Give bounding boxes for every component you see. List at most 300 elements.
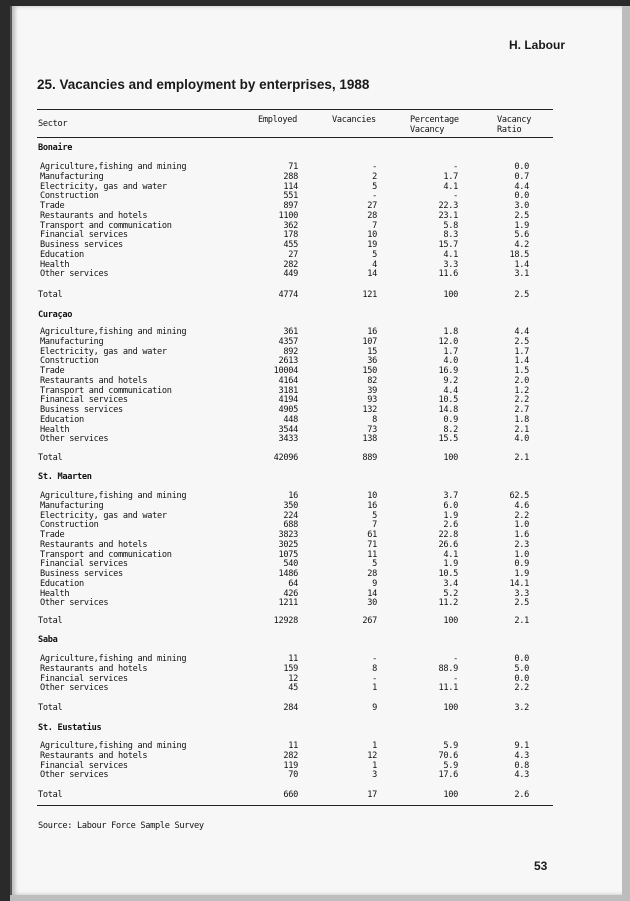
employed-cell: 892 [283, 346, 298, 357]
percentage-vacancy-cell: 9.2 [443, 375, 458, 386]
vacancies-cell: 10 [367, 491, 377, 501]
employed-cell: 284 [283, 703, 298, 713]
vacancy-ratio-cell: 2.3 [514, 539, 529, 550]
vacancy-ratio-cell: 18.5 [509, 249, 529, 260]
percentage-vacancy-cell: 70.6 [438, 750, 458, 761]
employed-cell: 159 [283, 663, 298, 674]
table-row [0, 589, 630, 599]
percentage-vacancy-cell: 1.8 [443, 327, 458, 337]
column-header-vacancies: Vacancies [332, 115, 376, 125]
group-heading: Bonaire [38, 143, 73, 153]
vacancies-cell: 267 [362, 616, 377, 626]
employed-cell: 114 [283, 181, 298, 192]
vacancy-ratio-cell: 3.3 [514, 588, 529, 599]
table-row [0, 579, 630, 589]
vacancies-cell: 93 [367, 395, 377, 406]
percentage-vacancy-cell: 10.5 [438, 395, 458, 406]
sector-cell: Agriculture,fishing and mining [40, 162, 187, 172]
vacancy-ratio-cell: 2.2 [514, 395, 529, 406]
percentage-vacancy-cell: 26.6 [438, 539, 458, 550]
table-row [0, 569, 630, 579]
vacancy-ratio-cell: 2.5 [514, 210, 529, 221]
vacancy-ratio-cell: 2.5 [514, 598, 529, 609]
percentage-vacancy-cell: 100 [443, 290, 458, 300]
column-header-vacancy-ratio [497, 115, 531, 135]
sector-cell: Business services [40, 240, 123, 250]
table-row [0, 550, 630, 560]
percentage-vacancy-cell: 4.4 [443, 385, 458, 396]
sector-cell: Other services [40, 683, 109, 694]
vacancy-ratio-cell: 4.6 [514, 500, 529, 511]
vacancies-cell: 12 [367, 750, 377, 761]
vacancy-ratio-cell: 4.3 [514, 750, 529, 761]
employed-cell: 4774 [278, 290, 298, 300]
table-row [0, 741, 630, 751]
table-row [0, 260, 630, 270]
percentage-vacancy-cell: 100 [443, 616, 458, 626]
vacancies-cell: 138 [362, 434, 377, 445]
sector-cell: Electricity, gas and water [40, 181, 167, 192]
sector-cell: Construction [40, 520, 99, 531]
vacancy-ratio-cell: 2.1 [514, 616, 529, 626]
percentage-vacancy-cell: 11.6 [438, 269, 458, 280]
vacancies-cell: 3 [372, 770, 377, 781]
vacancies-cell: 14 [367, 269, 377, 280]
employed-cell: 1075 [278, 549, 298, 560]
employed-cell: 3544 [278, 424, 298, 435]
percentage-vacancy-cell: 6.0 [443, 500, 458, 511]
sector-cell: Restaurants and hotels [40, 375, 148, 386]
table-row [0, 559, 630, 569]
employed-cell: 3025 [278, 539, 298, 550]
sector-cell: Health [40, 424, 70, 435]
vacancies-cell: - [372, 654, 377, 664]
vacancy-ratio-cell: 1.5 [514, 366, 529, 376]
table-row [0, 201, 630, 211]
sector-cell: Construction [40, 356, 99, 367]
employed-cell: 350 [283, 500, 298, 511]
sector-cell: Electricity, gas and water [40, 346, 167, 357]
vacancy-ratio-cell: 1.9 [514, 569, 529, 579]
table-row [0, 664, 630, 674]
percentage-vacancy-cell: - [453, 191, 458, 202]
vacancy-ratio-cell: 2.2 [514, 510, 529, 521]
sector-cell: Total [38, 453, 63, 463]
sector-cell: Agriculture,fishing and mining [40, 327, 187, 337]
sector-cell: Restaurants and hotels [40, 210, 148, 221]
employed-cell: 688 [283, 520, 298, 531]
sector-cell: Financial services [40, 230, 128, 241]
percentage-vacancy-cell: 16.9 [438, 366, 458, 376]
table-row [0, 356, 630, 366]
table-row [0, 162, 630, 172]
employed-cell: 4357 [278, 336, 298, 347]
table-row [0, 337, 630, 347]
employed-cell: 71 [288, 162, 298, 172]
percentage-vacancy-cell: 8.2 [443, 424, 458, 435]
table-row [0, 761, 630, 771]
percentage-vacancy-cell: 15.5 [438, 434, 458, 445]
sector-cell: Total [38, 790, 63, 800]
table-row [0, 530, 630, 540]
table-row [0, 221, 630, 231]
vacancies-cell: 889 [362, 453, 377, 463]
employed-cell: 12 [288, 673, 298, 684]
vacancies-cell: 121 [362, 290, 377, 300]
percentage-vacancy-cell: 17.6 [438, 770, 458, 781]
vacancies-cell: 28 [367, 569, 377, 579]
table-row [0, 598, 630, 608]
table-row [0, 347, 630, 357]
vacancies-cell: 36 [367, 356, 377, 367]
percentage-vacancy-cell: 10.5 [438, 569, 458, 579]
employed-cell: 10004 [273, 366, 298, 376]
employed-cell: 449 [283, 269, 298, 280]
table-row [0, 770, 630, 780]
vacancies-cell: 15 [367, 346, 377, 357]
table-row [0, 415, 630, 425]
employed-cell: 119 [283, 760, 298, 771]
sector-cell: Restaurants and hotels [40, 539, 148, 550]
total-row [0, 790, 630, 800]
vacancies-cell: 7 [372, 520, 377, 531]
vacancies-cell: - [372, 162, 377, 172]
employed-cell: 11 [288, 741, 298, 751]
employed-cell: 70 [288, 770, 298, 781]
sector-cell: Manufacturing [40, 336, 104, 347]
employed-cell: 426 [283, 588, 298, 599]
vacancy-ratio-cell: 1.8 [514, 414, 529, 425]
percentage-vacancy-cell: 5.8 [443, 220, 458, 231]
table-row [0, 182, 630, 192]
vacancy-ratio-cell: 0.0 [514, 191, 529, 202]
vacancy-ratio-cell: 2.5 [514, 290, 529, 300]
employed-cell: 3823 [278, 530, 298, 540]
sector-cell: Health [40, 259, 70, 270]
column-header-line: Vacancy [410, 125, 445, 135]
employed-cell: 4194 [278, 395, 298, 406]
table-row [0, 327, 630, 337]
percentage-vacancy-cell: - [453, 162, 458, 172]
employed-cell: 64 [288, 578, 298, 589]
page-number: 53 [534, 859, 548, 873]
sector-cell: Restaurants and hotels [40, 663, 148, 674]
vacancy-ratio-cell: 0.0 [514, 162, 529, 172]
sector-cell: Financial services [40, 760, 128, 771]
table-row [0, 395, 630, 405]
vacancies-cell: 30 [367, 598, 377, 609]
table-row [0, 269, 630, 279]
column-header-employed: Employed [258, 115, 297, 125]
table-row [0, 250, 630, 260]
vacancies-cell: 1 [372, 683, 377, 694]
vacancy-ratio-cell: 2.1 [514, 453, 529, 463]
vacancies-cell: 16 [367, 327, 377, 337]
vacancy-ratio-cell: 4.2 [514, 240, 529, 250]
vacancy-ratio-cell: 0.0 [514, 654, 529, 664]
column-header-line: Vacancy [497, 115, 532, 125]
vacancies-cell: 132 [362, 405, 377, 415]
table-row [0, 511, 630, 521]
vacancies-cell: 8 [372, 663, 377, 674]
vacancies-cell: 27 [367, 201, 377, 211]
table-row [0, 683, 630, 693]
percentage-vacancy-cell: 5.9 [443, 760, 458, 771]
table-row [0, 366, 630, 376]
page-edge [10, 895, 630, 901]
table-row [0, 434, 630, 444]
percentage-vacancy-cell: 22.3 [438, 201, 458, 211]
vacancies-cell: 7 [372, 220, 377, 231]
vacancies-cell: 28 [367, 210, 377, 221]
sector-cell: Financial services [40, 673, 128, 684]
vacancies-cell: 19 [367, 240, 377, 250]
vacancies-cell: 73 [367, 424, 377, 435]
table-row [0, 191, 630, 201]
employed-cell: 448 [283, 414, 298, 425]
percentage-vacancy-cell: 1.9 [443, 559, 458, 570]
employed-cell: 1211 [278, 598, 298, 609]
vacancies-cell: 9 [372, 703, 377, 713]
vacancies-cell: 5 [372, 510, 377, 521]
group-heading: St. Eustatius [38, 723, 102, 733]
sector-cell: Total [38, 290, 63, 300]
vacancies-cell: 8 [372, 414, 377, 425]
vacancies-cell: 9 [372, 578, 377, 589]
section-header: H. Labour [509, 38, 565, 52]
vacancy-ratio-cell: 4.4 [514, 181, 529, 192]
table-bottom-rule [37, 805, 553, 806]
percentage-vacancy-cell: 23.1 [438, 210, 458, 221]
vacancies-cell: 107 [362, 336, 377, 347]
vacancy-ratio-cell: 5.0 [514, 663, 529, 674]
vacancy-ratio-cell: 4.4 [514, 327, 529, 337]
group-heading: St. Maarten [38, 472, 92, 482]
percentage-vacancy-cell: 1.7 [443, 171, 458, 182]
vacancy-ratio-cell: 0.8 [514, 760, 529, 771]
employed-cell: 11 [288, 654, 298, 664]
vacancies-cell: 61 [367, 530, 377, 540]
sector-cell: Other services [40, 770, 109, 781]
percentage-vacancy-cell: 11.1 [438, 683, 458, 694]
employed-cell: 42096 [273, 453, 298, 463]
employed-cell: 2613 [278, 356, 298, 367]
vacancies-cell: 82 [367, 375, 377, 386]
table-row [0, 425, 630, 435]
sector-cell: Trade [40, 366, 65, 376]
employed-cell: 282 [283, 750, 298, 761]
vacancy-ratio-cell: 1.7 [514, 346, 529, 357]
vacancy-ratio-cell: 5.6 [514, 230, 529, 241]
column-header-sector: Sector [38, 119, 68, 129]
percentage-vacancy-cell: 3.7 [443, 491, 458, 501]
employed-cell: 45 [288, 683, 298, 694]
vacancy-ratio-cell: 2.0 [514, 375, 529, 386]
sector-cell: Electricity, gas and water [40, 510, 167, 521]
total-row [0, 703, 630, 713]
vacancy-ratio-cell: 3.2 [514, 703, 529, 713]
percentage-vacancy-cell: 11.2 [438, 598, 458, 609]
employed-cell: 1100 [278, 210, 298, 221]
vacancy-ratio-cell: 3.0 [514, 201, 529, 211]
sector-cell: Other services [40, 598, 109, 609]
percentage-vacancy-cell: 4.1 [443, 249, 458, 260]
percentage-vacancy-cell: 12.0 [438, 336, 458, 347]
vacancies-cell: - [372, 673, 377, 684]
vacancy-ratio-cell: 2.6 [514, 790, 529, 800]
vacancy-ratio-cell: 4.3 [514, 770, 529, 781]
percentage-vacancy-cell: 88.9 [438, 663, 458, 674]
vacancy-ratio-cell: 3.1 [514, 269, 529, 280]
vacancy-ratio-cell: 1.4 [514, 259, 529, 270]
employed-cell: 362 [283, 220, 298, 231]
table-row [0, 211, 630, 221]
total-row [0, 290, 630, 300]
table-row [0, 520, 630, 530]
sector-cell: Restaurants and hotels [40, 750, 148, 761]
vacancy-ratio-cell: 0.9 [514, 559, 529, 570]
vacancy-ratio-cell: 1.2 [514, 385, 529, 396]
vacancy-ratio-cell: 4.0 [514, 434, 529, 445]
percentage-vacancy-cell: 22.8 [438, 530, 458, 540]
vacancies-cell: 1 [372, 760, 377, 771]
percentage-vacancy-cell: 3.4 [443, 578, 458, 589]
sector-cell: Health [40, 588, 70, 599]
source-note: Source: Labour Force Sample Survey [38, 821, 204, 831]
table-row [0, 540, 630, 550]
table-row [0, 405, 630, 415]
table-row [0, 654, 630, 664]
employed-cell: 288 [283, 171, 298, 182]
sector-cell: Agriculture,fishing and mining [40, 491, 187, 501]
sector-cell: Construction [40, 191, 99, 202]
sector-cell: Business services [40, 405, 123, 415]
sector-cell: Total [38, 703, 63, 713]
vacancy-ratio-cell: 1.0 [514, 549, 529, 560]
percentage-vacancy-cell: 0.9 [443, 414, 458, 425]
employed-cell: 16 [288, 491, 298, 501]
sector-cell: Other services [40, 434, 109, 445]
vacancies-cell: 71 [367, 539, 377, 550]
sector-cell: Financial services [40, 395, 128, 406]
employed-cell: 282 [283, 259, 298, 270]
sector-cell: Education [40, 414, 84, 425]
sector-cell: Transport and communication [40, 385, 172, 396]
percentage-vacancy-cell: 15.7 [438, 240, 458, 250]
percentage-vacancy-cell: 100 [443, 453, 458, 463]
percentage-vacancy-cell: 5.2 [443, 588, 458, 599]
vacancy-ratio-cell: 1.9 [514, 220, 529, 231]
vacancies-cell: 1 [372, 741, 377, 751]
percentage-vacancy-cell: - [453, 673, 458, 684]
vacancies-cell: 5 [372, 249, 377, 260]
employed-cell: 4164 [278, 375, 298, 386]
group-heading: Saba [38, 635, 58, 645]
percentage-vacancy-cell: 14.8 [438, 405, 458, 415]
vacancies-cell: 10 [367, 230, 377, 241]
sector-cell: Transport and communication [40, 220, 172, 231]
vacancy-ratio-cell: 9.1 [514, 741, 529, 751]
employed-cell: 12928 [273, 616, 298, 626]
table-row [0, 376, 630, 386]
table-row [0, 240, 630, 250]
employed-cell: 551 [283, 191, 298, 202]
percentage-vacancy-cell: 4.0 [443, 356, 458, 367]
employed-cell: 1486 [278, 569, 298, 579]
table-row [0, 386, 630, 396]
sector-cell: Transport and communication [40, 549, 172, 560]
vacancy-ratio-cell: 1.6 [514, 530, 529, 540]
employed-cell: 455 [283, 240, 298, 250]
vacancies-cell: 11 [367, 549, 377, 560]
vacancies-cell: 5 [372, 181, 377, 192]
percentage-vacancy-cell: 1.9 [443, 510, 458, 521]
vacancies-cell: 4 [372, 259, 377, 270]
vacancies-cell: 2 [372, 171, 377, 182]
table-row [0, 751, 630, 761]
sector-cell: Financial services [40, 559, 128, 570]
sector-cell: Education [40, 578, 84, 589]
employed-cell: 540 [283, 559, 298, 570]
vacancy-ratio-cell: 2.5 [514, 336, 529, 347]
percentage-vacancy-cell: - [453, 654, 458, 664]
employed-cell: 361 [283, 327, 298, 337]
vacancies-cell: 16 [367, 500, 377, 511]
vacancies-cell: 17 [367, 790, 377, 800]
vacancy-ratio-cell: 0.0 [514, 673, 529, 684]
vacancy-ratio-cell: 2.2 [514, 683, 529, 694]
employed-cell: 178 [283, 230, 298, 241]
employed-cell: 3433 [278, 434, 298, 445]
sector-cell: Total [38, 616, 63, 626]
employed-cell: 4905 [278, 405, 298, 415]
table-row [0, 491, 630, 501]
employed-cell: 660 [283, 790, 298, 800]
sector-cell: Other services [40, 269, 109, 280]
sector-cell: Trade [40, 201, 65, 211]
percentage-vacancy-cell: 1.7 [443, 346, 458, 357]
vacancies-cell: 39 [367, 385, 377, 396]
percentage-vacancy-cell: 5.9 [443, 741, 458, 751]
percentage-vacancy-cell: 4.1 [443, 181, 458, 192]
vacancy-ratio-cell: 2.7 [514, 405, 529, 415]
column-header-percentage-vacancy [410, 115, 459, 135]
percentage-vacancy-cell: 4.1 [443, 549, 458, 560]
table-row [0, 172, 630, 182]
vacancy-ratio-cell: 14.1 [509, 578, 529, 589]
sector-cell: Trade [40, 530, 65, 540]
percentage-vacancy-cell: 8.3 [443, 230, 458, 241]
percentage-vacancy-cell: 100 [443, 703, 458, 713]
sector-cell: Business services [40, 569, 123, 579]
table-row [0, 230, 630, 240]
percentage-vacancy-cell: 2.6 [443, 520, 458, 531]
vacancy-ratio-cell: 1.4 [514, 356, 529, 367]
vacancies-cell: 5 [372, 559, 377, 570]
table-top-rule [37, 109, 553, 110]
vacancy-ratio-cell: 1.0 [514, 520, 529, 531]
group-heading: Curaçao [38, 310, 73, 320]
table-row [0, 501, 630, 511]
total-row [0, 453, 630, 463]
vacancy-ratio-cell: 62.5 [509, 491, 529, 501]
sector-cell: Manufacturing [40, 500, 104, 511]
employed-cell: 3181 [278, 385, 298, 396]
table-title: 25. Vacancies and employment by enterprises, 1988 [37, 77, 370, 92]
sector-cell: Agriculture,fishing and mining [40, 654, 187, 664]
vacancy-ratio-cell: 0.7 [514, 171, 529, 182]
column-header-line: Ratio [497, 125, 522, 135]
